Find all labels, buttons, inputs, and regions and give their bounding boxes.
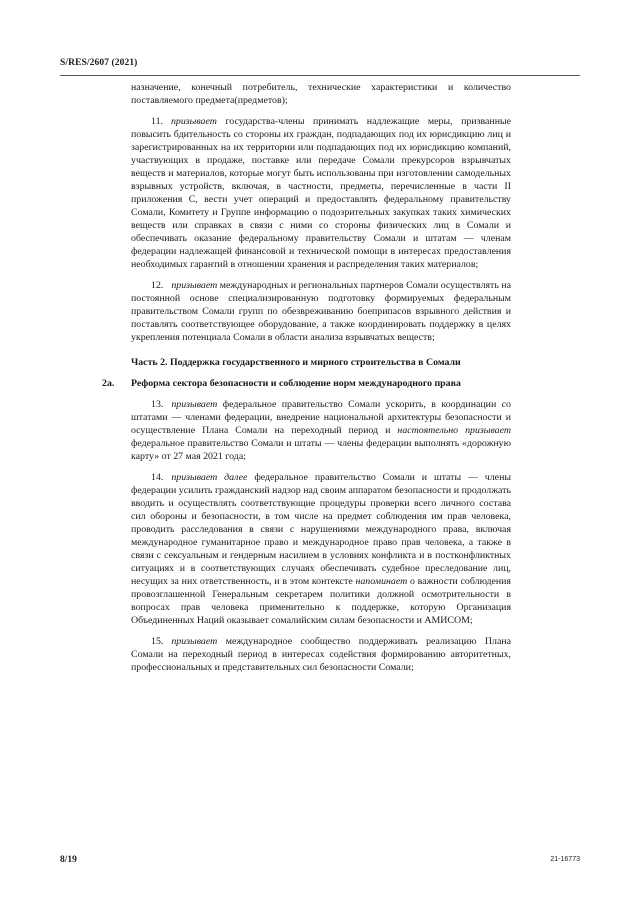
document-code: S/RES/2607 (2021) <box>60 58 138 68</box>
header-divider <box>60 75 580 76</box>
paragraph-11 <box>131 115 511 271</box>
paragraph-15 <box>131 635 511 674</box>
operative-verb: настоятельно призывает <box>397 425 511 436</box>
operative-verb: призывает <box>170 116 217 127</box>
paragraph-12 <box>131 279 511 344</box>
paragraph-number: 12. <box>151 280 164 291</box>
paragraph-text: международное сообщество поддерживать реализацию Плана Сомали на переходный период в интересах содействия формированию авторитетных, профессиональных и представительных сил безопасности Сомали; <box>131 636 511 673</box>
part-heading: Часть 2. Поддержка государственного и мирного строительства в Сомали <box>131 357 461 368</box>
paragraph-text: о важности соблюдения провозглашенной Генеральным секретарем политики должной осмотрительности в вопросах прав человека применительно к поддержке, которую Организация Объединенных Наций оказывает сомалийским силам безопасности и АМИСОМ; <box>131 576 511 626</box>
paragraph-14 <box>131 471 511 627</box>
paragraph-13 <box>131 398 511 463</box>
paragraph-text: федеральное правительство Сомали ускорить, в координации со штатами — членами федерации, внедрение национальной архитектуры безопасности и осуществление Плана Сомали на переходный период и <box>131 399 511 436</box>
paragraph-text: федеральное правительство Сомали и штаты — члены федерации выполнять «дорожную карту» от 27 мая 2021 года; <box>131 438 511 462</box>
subsection-title: Реформа сектора безопасности и соблюдение норм международного права <box>131 378 461 389</box>
paragraph-text: федеральное правительство Сомали и штаты — члены федерации усилить гражданский надзор над своим аппаратом безопасности и продолжать вводить и осуществлять соответствующие процедуры проверки всего личного состава сил обороны и безопасности, в том числе на предмет соблюдения им прав человека, проводить расследования в связи с нарушениями международного права, включая международное гуманитарное право и международное право прав человека, а также в связи с сексуальным и гендерным насилием в условиях конфликта и в постконфликтных ситуациях и в соответствующих случаях обеспечивать судебное преследование лиц, несущих за них ответственность, и в этом контексте <box>131 472 511 587</box>
operative-verb: призывает далее <box>171 472 248 483</box>
paragraph-number: 13. <box>151 399 164 410</box>
paragraph-text: международных и региональных партнеров Сомали осуществлять на постоянной основе специализированную подготовку формируемых федеральным правительством Сомали групп по обезвреживанию боеприпасов взрывного действия и поставлять соответствующее оборудование, а также координировать поддержку в целях укрепления потенциала Сомали в области анализа взрывчатых веществ; <box>131 280 511 343</box>
paragraph-number: 15. <box>151 636 164 647</box>
paragraph-text: государства-члены принимать надлежащие меры, призванные повысить бдительность со стороны их граждан, подпадающих под их юрисдикцию лиц и зарегистрированных на их территории или подпадающих под их юрисдикцию компаний, участвующих в продаже, поставке или передаче Сомали прекурсоров взрывчатых веществ и материалов, которые могут быть использованы при изготовлении самодельных взрывных устройств, включая, в частности, предметы, перечисленные в части II приложения C, вести учет операций и предоставлять федеральному правительству Сомали, Комитету и Группе информацию о подозрительных закупках таких химических веществ или справках в связи с ними со стороны физических лиц в Сомали и обеспечивать оказание федеральному правительству Сомали и штатам — членам федерации надлежащей финансовой и технической помощи в интересах предоставления необходимых гарантий в отношении хранения и распределения таких материалов; <box>131 116 511 270</box>
document-number: 21-16773 <box>550 856 580 863</box>
operative-verb: призывает <box>171 636 218 647</box>
continuation-paragraph: назначение, конечный потребитель, технические характеристики и количество поставляемого предмета(предметов); <box>131 82 511 106</box>
operative-verb: призывает <box>171 280 218 291</box>
operative-verb: напоминает <box>355 576 408 587</box>
subsection-heading <box>102 377 511 390</box>
page-number: 8/19 <box>60 855 77 865</box>
operative-verb: призывает <box>171 399 218 410</box>
subsection-label: 2a. <box>102 378 115 389</box>
paragraph-number: 14. <box>151 472 164 483</box>
document-body <box>102 81 511 674</box>
paragraph-number: 11. <box>151 116 163 127</box>
